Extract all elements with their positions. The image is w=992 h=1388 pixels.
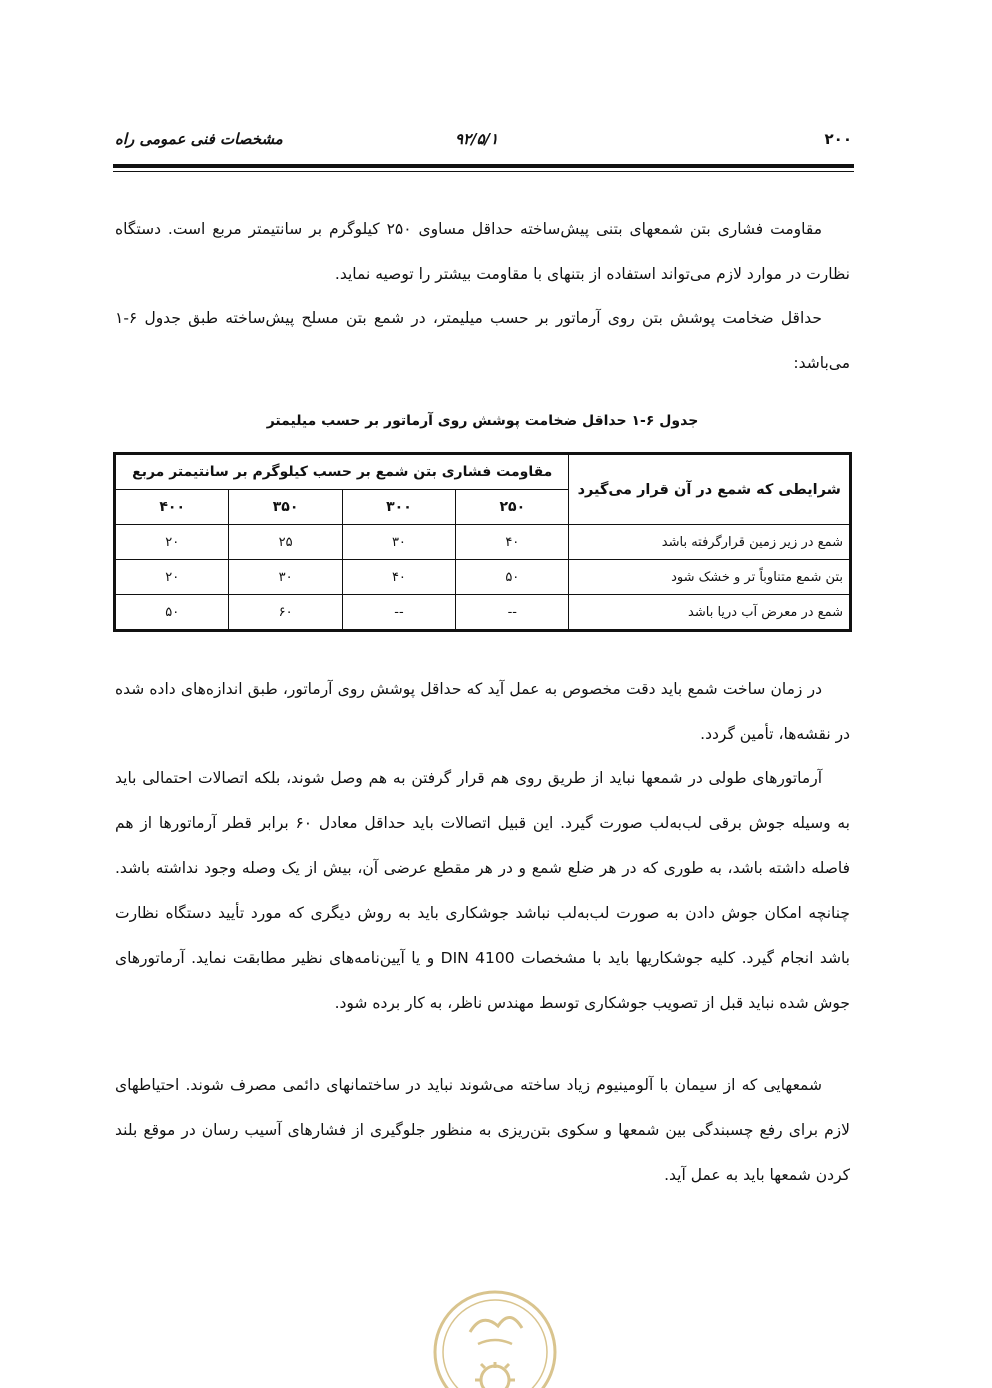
value-cell: ۴۰ — [342, 560, 455, 595]
publisher-seal-icon — [420, 1282, 570, 1388]
value-cell: ۶۰ — [229, 595, 342, 631]
value-cell: ۲۰ — [115, 525, 229, 560]
value-cell: ۵۰ — [115, 595, 229, 631]
condition-cell: بتن شمع متناوباً تر و خشک شود — [569, 560, 851, 595]
value-cell: ۵۰ — [456, 560, 569, 595]
header-title: مشخصات فنی عمومی راه — [115, 130, 283, 148]
column-header: ۳۰۰ — [342, 490, 455, 525]
value-cell: ۲۵ — [229, 525, 342, 560]
table-header-row — [115, 454, 851, 490]
condition-cell: شمع در زیر زمین قرارگرفته باشد — [569, 525, 851, 560]
table-row — [115, 560, 851, 595]
column-header: ۴۰۰ — [115, 490, 229, 525]
value-cell: -- — [342, 595, 455, 631]
value-cell: ۲۰ — [115, 560, 229, 595]
column-header: ۲۵۰ — [456, 490, 569, 525]
header-rule-thin — [113, 171, 854, 172]
value-cell: -- — [456, 595, 569, 631]
header-date: ۹۲/۵/۱ — [455, 130, 499, 148]
header-rule-thick — [113, 164, 854, 168]
table-row — [115, 525, 851, 560]
condition-header: شرایطی که شمع در آن قرار می‌گیرد — [569, 454, 851, 525]
column-header: ۳۵۰ — [229, 490, 342, 525]
page-header — [115, 130, 852, 158]
table-row — [115, 595, 851, 631]
condition-cell: شمع در معرض آب دریا باشد — [569, 595, 851, 631]
paragraph-concrete-strength: مقاومت فشاری بتن شمعهای بتنی پیش‌ساخته حداقل مساوی ۲۵۰ کیلوگرم بر سانتیمتر مربع است. دستگاه نظارت در موارد لازم می‌تواند استفاده از بتنهای با مقاومت بیشتر را توصیه نماید. — [115, 220, 850, 283]
value-cell: ۴۰ — [456, 525, 569, 560]
paragraph-cover-thickness: حداقل ضخامت پوشش بتن روی آرماتور بر حسب میلیمتر، در شمع بتن مسلح پیش‌ساخته طبق جدول ۶-۱ می‌باشد: — [115, 309, 850, 372]
strength-group-header: مقاومت فشاری بتن شمع بر حسب کیلوگرم بر سانتیمتر مربع — [115, 454, 569, 490]
paragraph-rebar-splicing: آرماتورهای طولی در شمعها نباید از طریق روی هم قرار گرفتن به هم وصل شوند، بلکه اتصالات احتمالی باید به وسیله جوش برقی لب‌به‌لب صورت گیرد. این قبیل اتصالات باید حداقل معادل ۶۰ برابر قطر آرماتورها از هم فاصله داشته باشد، به طوری که در هر ضلع شمع و در هر مقطع عرضی آن، بیش از یک وصله وجود نداشته باشد. چنانچه امکان جوش دادن به صورت لب‌به‌لب نباشد جوشکاری باید به روش دیگری که مورد تأیید دستگاه نظارت باشد انجام گیرد. کلیه جوشکاریها باید با مشخصات DIN 4100 و یا آیین‌نامه‌های نظیر مطابقت نماید. آرماتورهای جوش شده نباید قبل از تصویب جوشکاری توسط مهندس ناظر، به کار برده شود. — [115, 769, 850, 1012]
paragraph-aluminous-cement: شمعهایی که از سیمان با آلومینیوم زیاد ساخته می‌شوند نباید در ساختمانهای دائمی مصرف شوند. احتیاطهای لازم برای رفع چسبندگی بین شمعها و سکوی بتن‌ریزی به منظور جلوگیری از فشارهای آسیب رسان در موقع بلند کردن شمعها باید به عمل آید. — [115, 1076, 850, 1184]
page-number: ۲۰۰ — [824, 130, 852, 148]
cover-thickness-table — [113, 452, 852, 632]
table-caption: جدول ۶-۱ حداقل ضخامت پوشش روی آرماتور بر حسب میلیمتر — [266, 413, 699, 429]
value-cell: ۳۰ — [229, 560, 342, 595]
paragraph-construction-care: در زمان ساخت شمع باید دقت مخصوص به عمل آید که حداقل پوشش روی آرماتور، طبق اندازه‌های داده شده در نقشه‌ها، تأمین گردد. — [115, 680, 850, 743]
value-cell: ۳۰ — [342, 525, 455, 560]
